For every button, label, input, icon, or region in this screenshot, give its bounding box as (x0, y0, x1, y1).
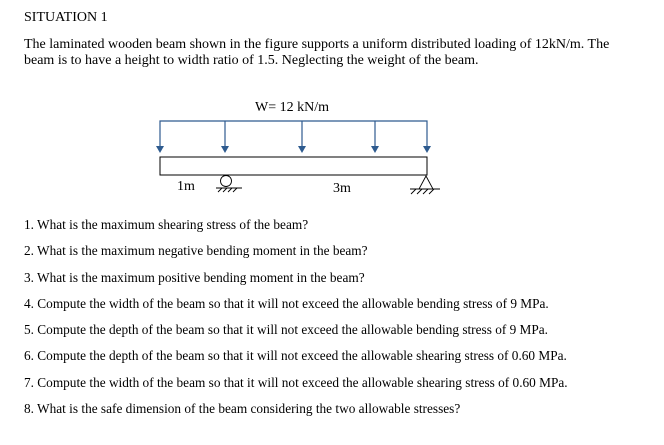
roller-circle (221, 176, 232, 187)
load-arrowhead (298, 146, 306, 153)
beam (160, 157, 427, 175)
problem-statement-line-2: beam is to have a height to width ratio of 1.5. Neglecting the weight of the beam. (24, 52, 479, 68)
distributed-load (160, 121, 427, 146)
question-list (24, 212, 568, 422)
load-arrowhead (156, 146, 164, 153)
question-item: 8. What is the safe dimension of the beam considering the two allowable stresses? (24, 401, 461, 417)
ground-hatch (223, 188, 227, 192)
question-item: 5. Compute the depth of the beam so that it will not exceed the allowable bending stress of 9 MPa. (24, 322, 549, 338)
ground-hatch (429, 189, 434, 194)
problem-statement-line-1: The laminated wooden beam shown in the figure supports a uniform distributed loading of 12kN/m. The (24, 37, 610, 52)
question-item: 2. What is the maximum negative bending moment in the beam? (24, 243, 368, 259)
load-arrowhead (423, 146, 431, 153)
ground-hatch (411, 189, 416, 194)
pin-triangle (419, 176, 433, 189)
span-length-label: 3m (333, 181, 351, 196)
question-item: 1. What is the maximum shearing stress of the beam? (24, 217, 309, 232)
roller-support (216, 176, 242, 193)
question-item: 6. Compute the depth of the beam so that it will not exceed the allowable shearing stress of 0.60 MPa. (24, 348, 567, 364)
ground-hatch (417, 189, 422, 194)
ground-hatch (228, 188, 232, 192)
ground-hatch (423, 189, 428, 194)
load-label: W= 12 kN/m (255, 100, 329, 115)
pin-support (410, 176, 440, 194)
load-arrowheads (156, 146, 431, 153)
load-arrowhead (221, 146, 229, 153)
ground-hatch (233, 188, 237, 192)
question-item: 4. Compute the width of the beam so that it will not exceed the allowable bending stress of 9 MPa. (24, 295, 549, 311)
question-item: 3. What is the maximum positive bending moment in the beam? (24, 269, 365, 285)
ground-hatch (218, 188, 222, 192)
beam-diagram (0, 0, 664, 215)
load-frame (160, 121, 427, 146)
situation-heading: SITUATION 1 (24, 10, 108, 25)
question-item: 7. Compute the width of the beam so that it will not exceed the allowable shearing stress of 0.60 MPa. (24, 374, 568, 390)
overhang-length-label: 1m (177, 179, 195, 194)
load-arrowhead (371, 146, 379, 153)
